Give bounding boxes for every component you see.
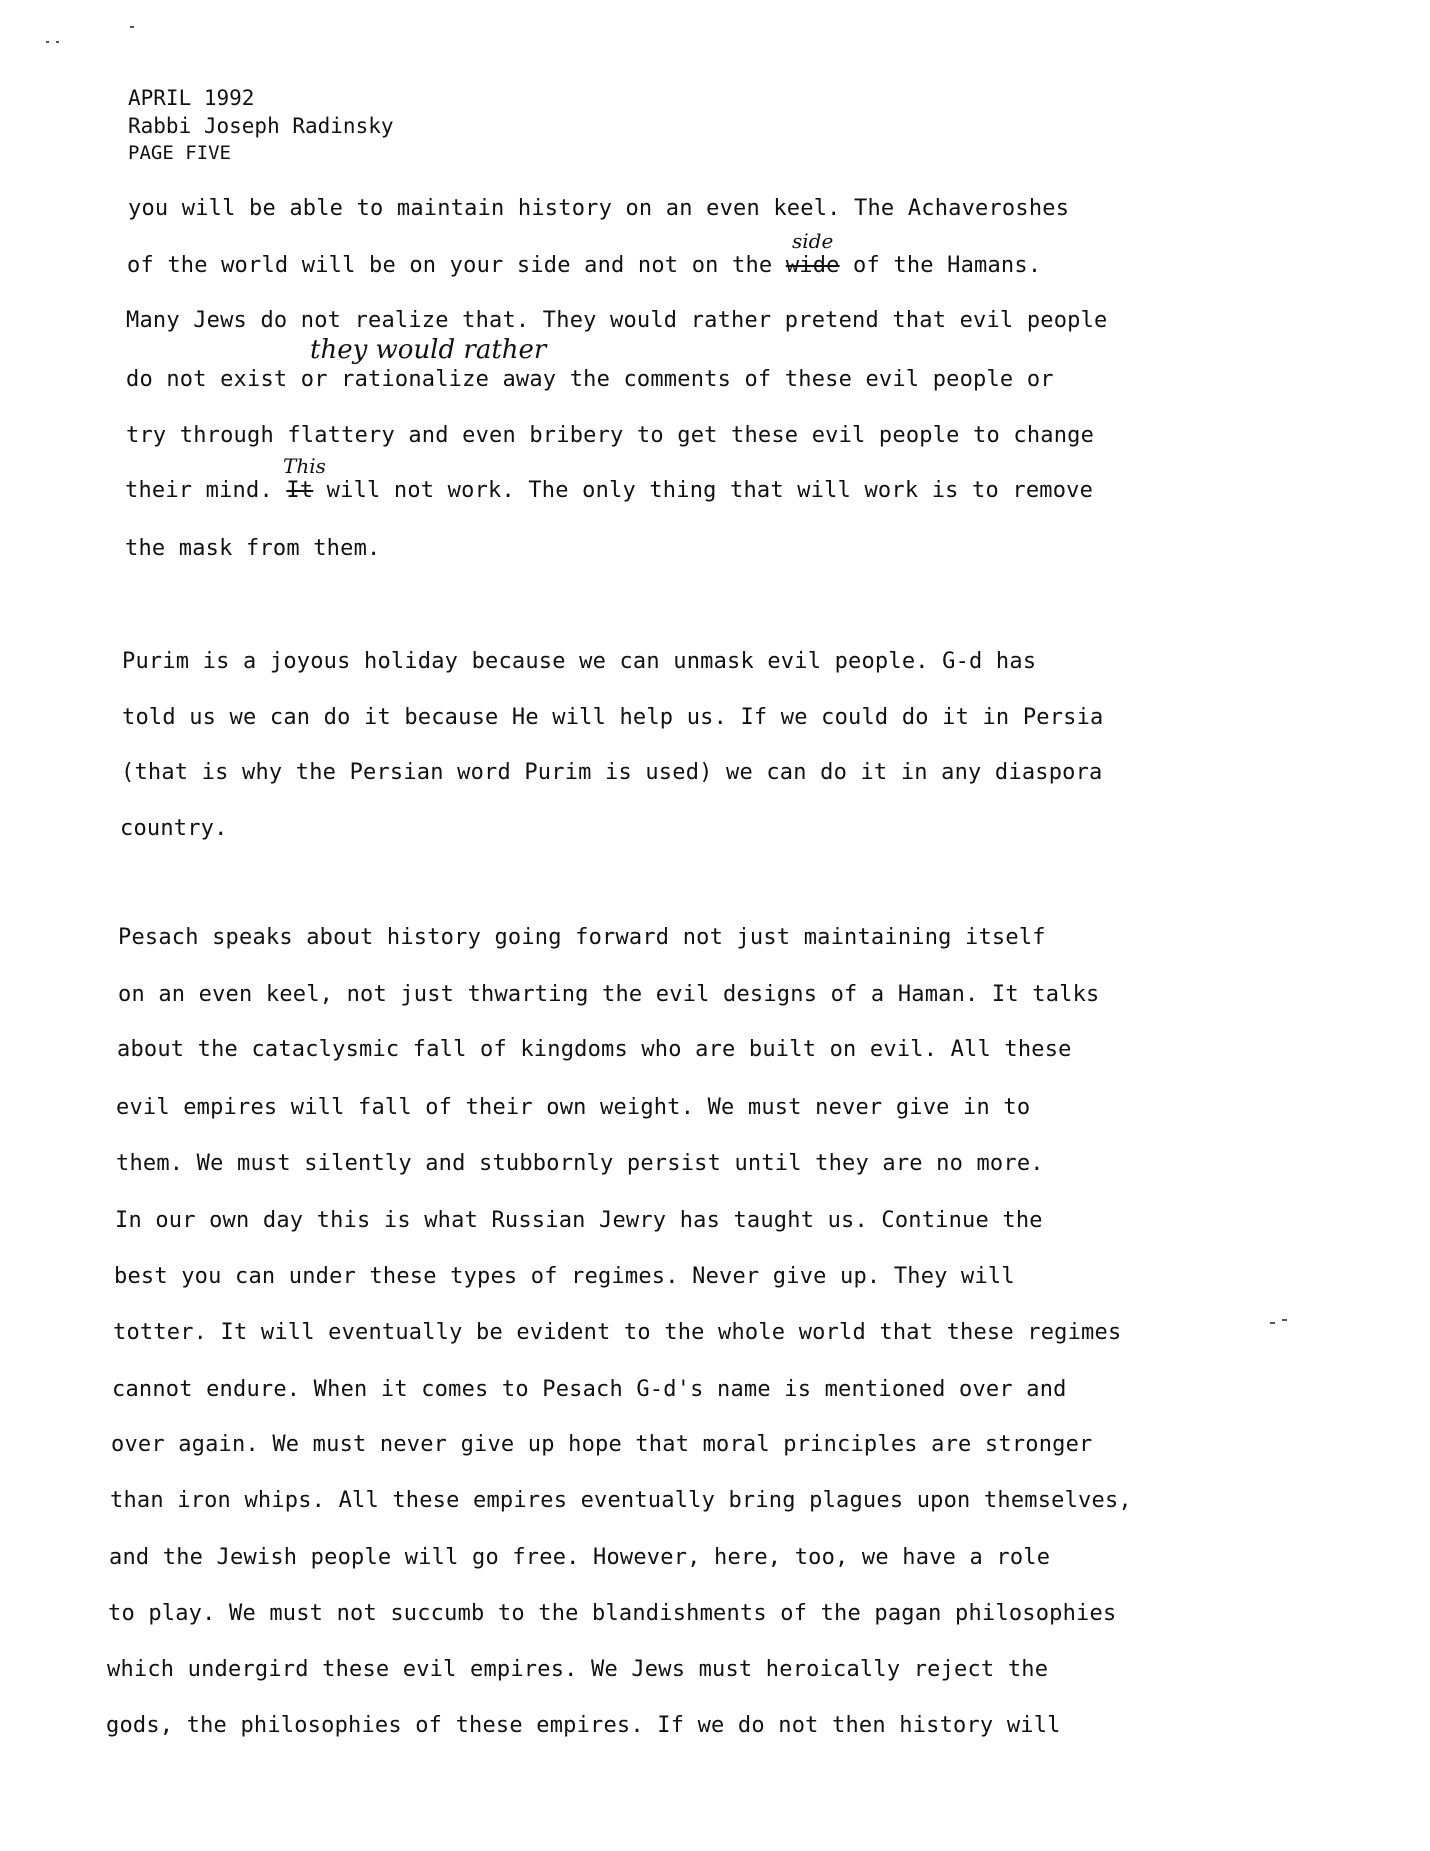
scan-speck	[130, 26, 134, 28]
struck-word: It	[286, 478, 314, 503]
text-line: Pesach speaks about history going forward not just maintaining itself	[118, 925, 1046, 950]
handwritten-annotation: side	[792, 229, 834, 253]
text-line: Many Jews do not realize that. They would rather pretend that evil people	[126, 308, 1108, 333]
text-line: cannot endure. When it comes to Pesach G-d's name is mentioned over and	[112, 1377, 1067, 1402]
text-line: them. We must silently and stubbornly persist until they are no more.	[116, 1151, 1044, 1176]
text-line: which undergird these evil empires. We Jews must heroically reject the	[107, 1657, 1049, 1682]
text-line: gods, the philosophies of these empires. If we do not then history will	[106, 1713, 1061, 1738]
header-date: APRIL 1992	[128, 86, 255, 110]
header-author: Rabbi Joseph Radinsky	[128, 114, 394, 138]
text-segment: of the world will be on your side and not on the	[127, 253, 786, 278]
scan-speck	[1270, 1322, 1275, 1324]
text-segment: of the Hamans.	[839, 253, 1042, 278]
text-line: totter. It will eventually be evident to the whole world that these regimes	[113, 1320, 1122, 1345]
scan-speck	[46, 41, 49, 43]
text-line: on an even keel, not just thwarting the evil designs of a Haman. It talks	[118, 982, 1100, 1007]
text-line: to play. We must not succumb to the blandishments of the pagan philosophies	[108, 1601, 1117, 1626]
text-line: Purim is a joyous holiday because we can unmask evil people. G-d has	[122, 649, 1037, 674]
text-line: (that is why the Persian word Purim is used) we can do it in any diaspora	[121, 760, 1103, 785]
text-segment: will not work. The only thing that will work is to remove	[313, 478, 1094, 503]
text-line: do not exist or rationalize away the comments of these evil people or	[126, 367, 1054, 392]
text-line: about the cataclysmic fall of kingdoms who are built on evil. All these	[117, 1037, 1072, 1062]
struck-word: wide	[785, 253, 840, 278]
text-line: In our own day this is what Russian Jewry has taught us. Continue the	[115, 1208, 1043, 1233]
text-line: you will be able to maintain history on an even keel. The Achaveroshes	[128, 196, 1070, 221]
text-line	[125, 478, 1093, 503]
text-line: country.	[120, 816, 228, 841]
text-line: evil empires will fall of their own weight. We must never give in to	[116, 1095, 1031, 1120]
text-line: than iron whips. All these empires eventually bring plagues upon themselves,	[110, 1488, 1132, 1513]
text-line: told us we can do it because He will help us. If we could do it in Persia	[122, 705, 1104, 730]
text-segment: their mind.	[125, 478, 287, 503]
text-line: over again. We must never give up hope that moral principles are stronger	[111, 1432, 1093, 1457]
text-line	[127, 253, 1041, 278]
scan-speck	[1282, 1319, 1287, 1321]
text-line: and the Jewish people will go free. However, here, too, we have a role	[109, 1545, 1051, 1570]
scan-speck	[56, 41, 59, 43]
handwritten-annotation: This	[283, 454, 326, 478]
handwritten-annotation: they would rather	[310, 335, 547, 365]
text-line: try through flattery and even bribery to get these evil people to change	[126, 423, 1095, 448]
text-line: best you can under these types of regimes. Never give up. They will	[114, 1264, 1015, 1289]
text-line: the mask from them.	[125, 536, 381, 561]
header-page: PAGE FIVE	[128, 142, 231, 164]
